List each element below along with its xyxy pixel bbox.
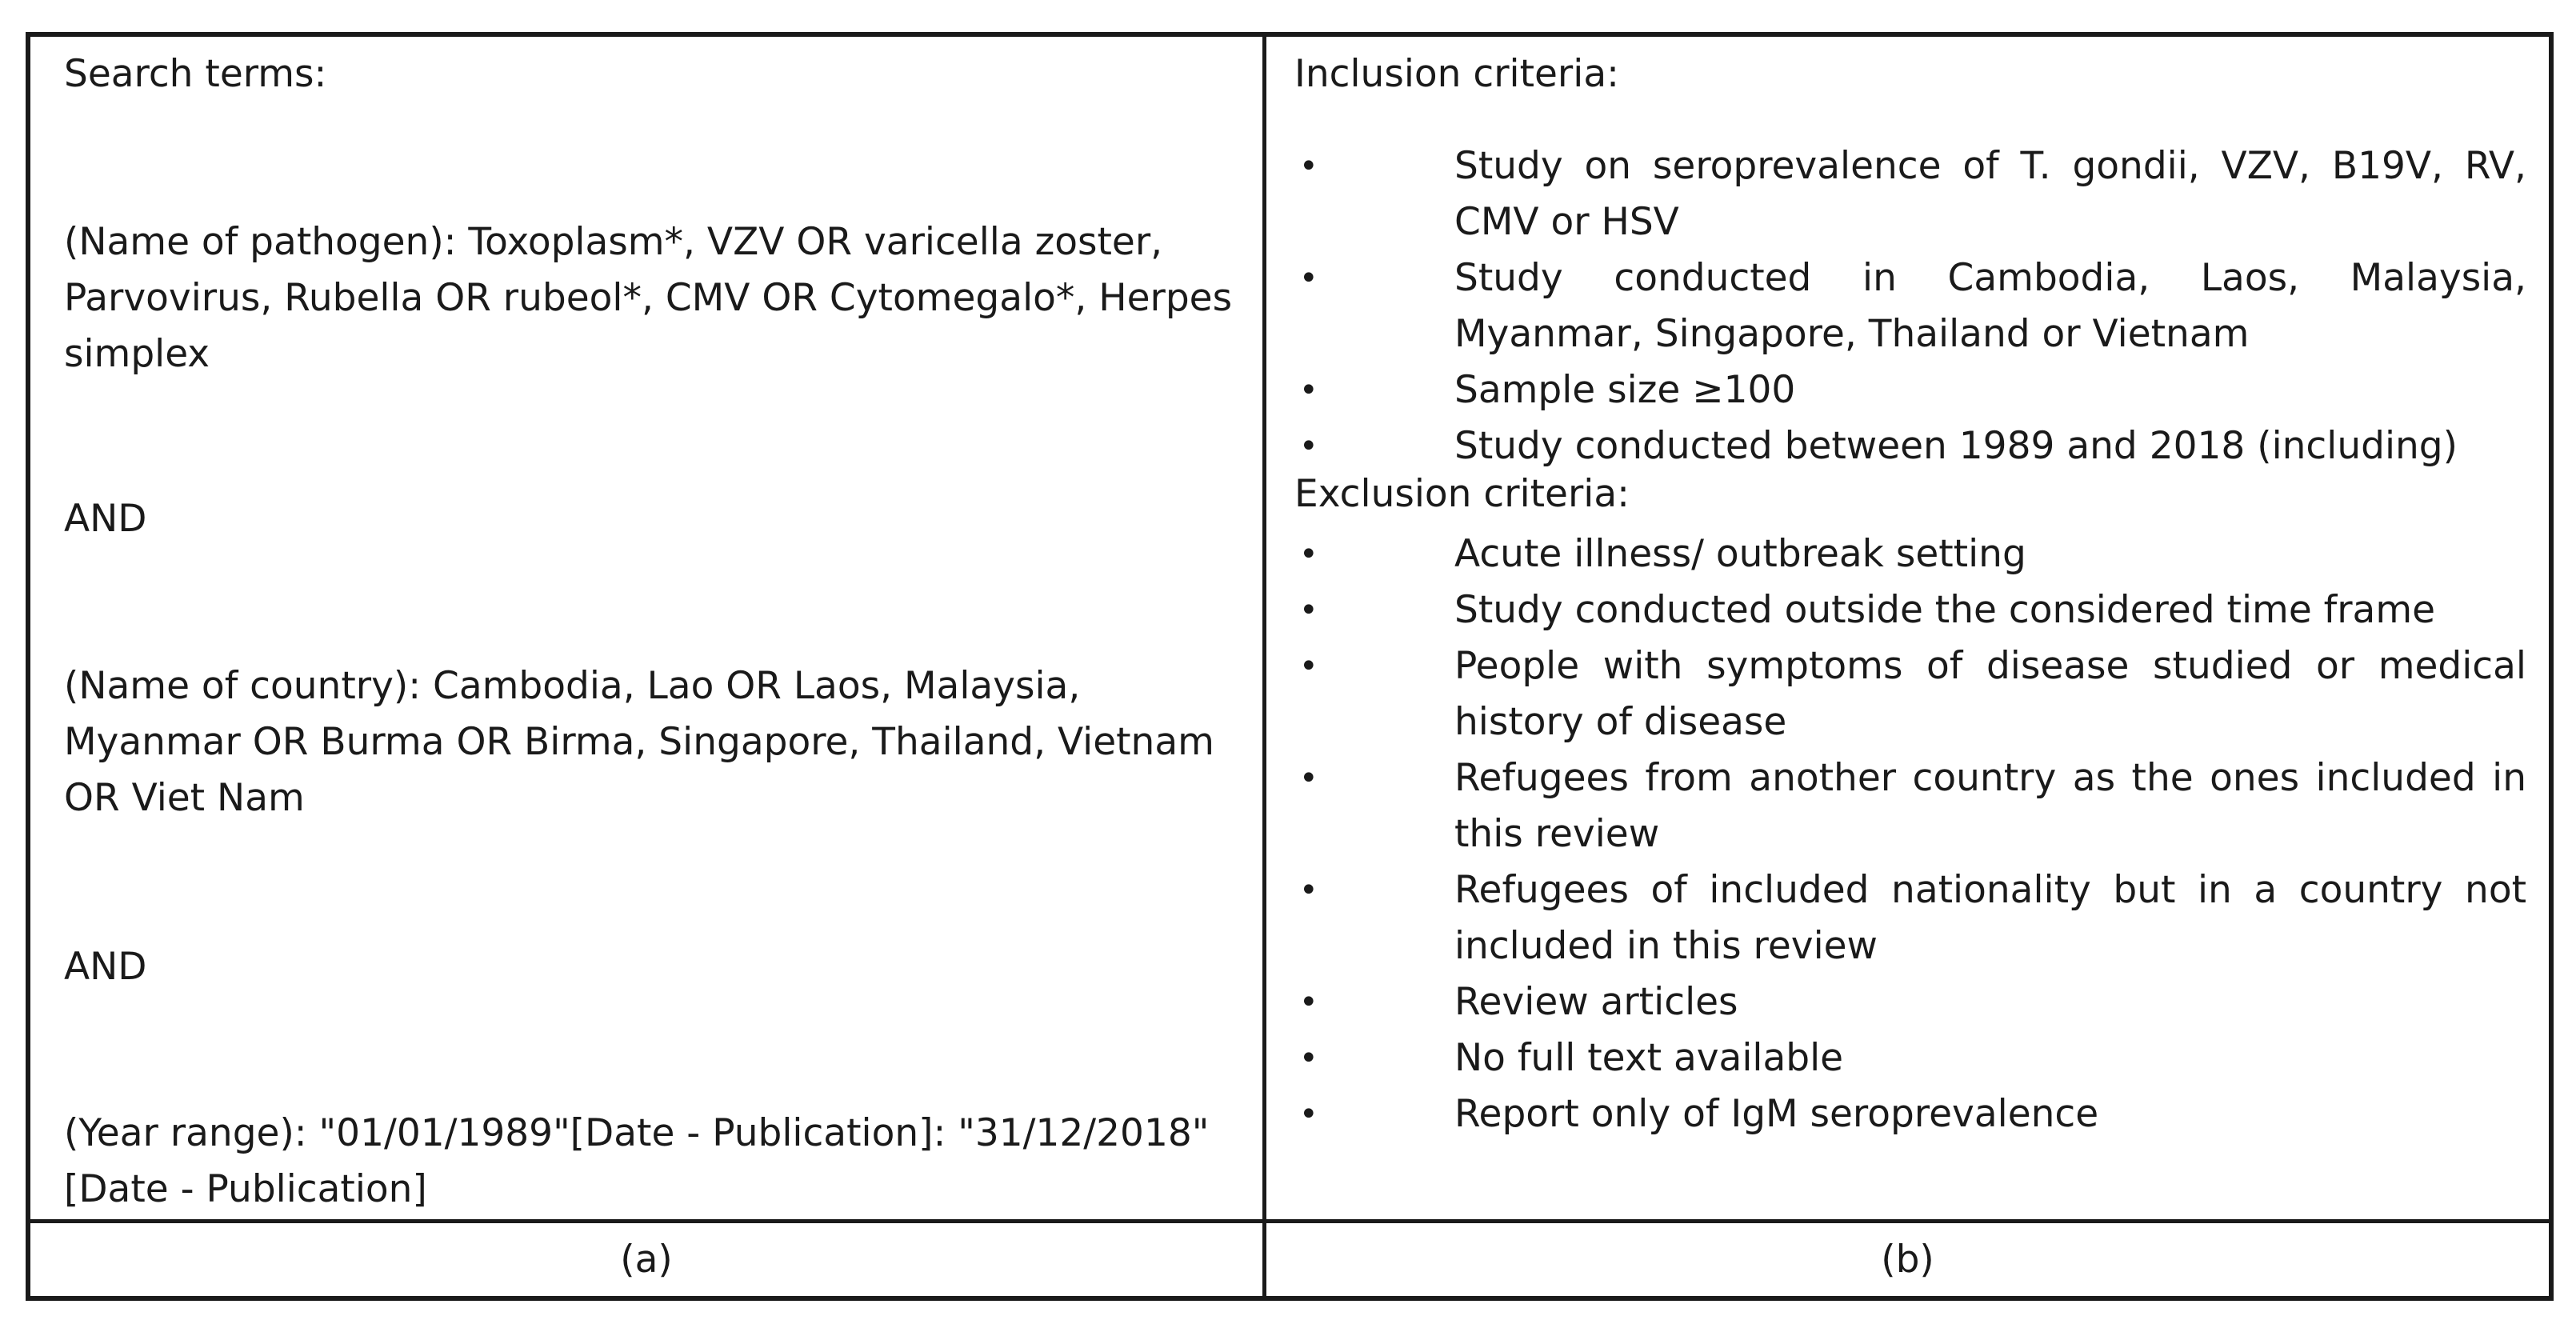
inclusion-list	[1294, 138, 2526, 474]
table-frame	[26, 32, 2554, 1301]
list-item: • Refugees from another country as the ones included in this review	[1294, 750, 2526, 862]
list-item: • Review articles	[1294, 974, 2526, 1030]
bullet-icon: •	[1299, 536, 1318, 573]
list-item: • Study conducted in Cambodia, Laos, Malaysia, Myanmar, Singapore, Thailand or Vietnam	[1294, 250, 2526, 362]
search-terms-heading: Search terms:	[64, 52, 327, 96]
and-operator-2: AND	[64, 945, 147, 989]
bullet-icon: •	[1299, 1096, 1318, 1133]
list-item: • No full text available	[1294, 1030, 2526, 1086]
search-terms-cell	[64, 46, 1248, 1214]
list-item: • Study conducted outside the considered time frame	[1294, 582, 2526, 638]
bullet-icon: •	[1299, 1040, 1318, 1077]
list-item: • Study conducted between 1989 and 2018 (including)	[1294, 418, 2526, 474]
exclusion-list	[1294, 526, 2526, 1142]
inclusion-heading: Inclusion criteria:	[1294, 52, 1619, 96]
bullet-icon: •	[1299, 648, 1318, 685]
list-item: • Report only of IgM seroprevalence	[1294, 1086, 2526, 1142]
caption-b: (b)	[1881, 1238, 1934, 1282]
bullet-icon: •	[1299, 984, 1318, 1021]
exclusion-heading: Exclusion criteria:	[1294, 472, 1630, 516]
column-divider	[1262, 37, 1266, 1296]
caption-a: (a)	[620, 1238, 673, 1282]
year-range-terms: (Year range): "01/01/1989"[Date - Publication]: "31/12/2018"[Date - Publication]	[64, 1111, 1210, 1211]
list-item: • Study on seroprevalence of T. gondii, VZV, B19V, RV, CMV or HSV	[1294, 138, 2526, 250]
list-item: • Refugees of included nationality but in a country not included in this review	[1294, 862, 2526, 974]
bullet-icon: •	[1299, 372, 1318, 409]
list-item: • Sample size ≥100	[1294, 362, 2526, 418]
country-terms: (Name of country): Cambodia, Lao OR Laos, Malaysia, Myanmar OR Burma OR Birma, Singapore, Thailand, Vietnam OR Viet Nam	[64, 664, 1214, 820]
bullet-icon: •	[1299, 148, 1318, 185]
and-operator-1: AND	[64, 497, 147, 541]
list-item: • People with symptoms of disease studied or medical history of disease	[1294, 638, 2526, 750]
bullet-icon: •	[1299, 260, 1318, 297]
bullet-icon: •	[1299, 872, 1318, 909]
bullet-icon: •	[1299, 428, 1318, 465]
bullet-icon: •	[1299, 592, 1318, 629]
bullet-icon: •	[1299, 760, 1318, 797]
list-item: • Acute illness/ outbreak setting	[1294, 526, 2526, 582]
pathogen-terms: (Name of pathogen): Toxoplasm*, VZV OR varicella zoster, Parvovirus, Rubella OR rubeol*, CMV OR Cytomegalo*, Herpes simplex	[64, 220, 1233, 376]
